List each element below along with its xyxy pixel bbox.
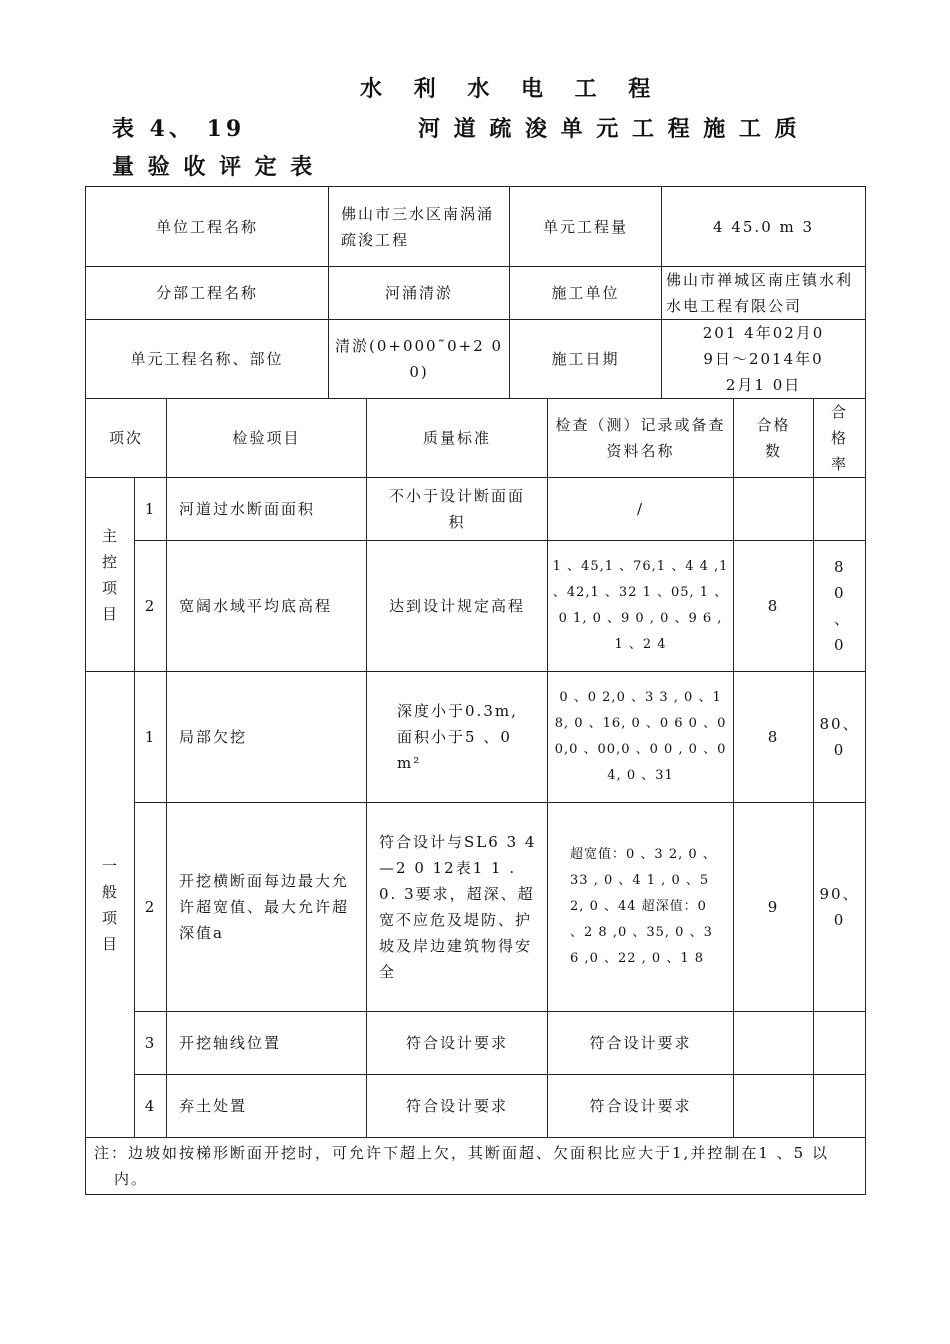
date-label: 施工日期 [510,320,662,399]
record: 符合设计要求 [548,1012,734,1075]
form-title: 河 道 疏 浚 单 元 工 程 施 工 质 [418,116,800,142]
quality-standard: 深度小于0.3m,面积小于5 、0 m² [367,672,548,803]
pass-rate [814,478,866,541]
unit-project-label: 单位工程名称 [86,187,329,267]
record: 超宽值：0 、3 2, 0 、33 , 0 、4 1 , 0 、5 2, 0 、44 超深值：0 、2 8 ,0 、35, 0 、3 6 ,0 、22 , 0 、1 8 [548,803,734,1012]
row-no: 3 [135,1012,167,1075]
element-name-label: 单元工程名称、部位 [86,320,329,399]
row-no: 1 [135,478,167,541]
table-row [86,478,866,541]
contractor-label: 施工单位 [510,267,662,320]
col-item-no: 项次 [86,399,167,478]
table-row [86,541,866,672]
inspect-item: 宽阔水域平均底高程 [167,541,367,672]
pass-rate: 8 0 、0 [814,541,866,672]
table-number: 表 4、 19 [112,116,246,142]
col-pass-rate: 合格率 [814,399,866,478]
record: 1 、45,1 、76,1 、4 4 ,1 、42,1 、32 1 、05, 1 、0 1, 0 、9 0 , 0 、9 6 , 1 、2 4 [548,541,734,672]
pass-count: 9 [734,803,814,1012]
pass-rate [814,1075,866,1138]
inspect-item: 局部欠挖 [167,672,367,803]
date-value: 201 4年02月0 9日～2014年02月1 0日 [662,320,866,399]
col-pass-count: 合格数 [734,399,814,478]
general-group-label: 一般项目 [86,672,135,1138]
pass-count: 8 [734,541,814,672]
row-no: 4 [135,1075,167,1138]
element-qty-label: 单元工程量 [510,187,662,267]
quality-standard: 符合设计与SL6 3 4—2 0 12表1 1 . 0. 3要求，超深、超宽不应危及堤防、护坡及岸边建筑物得安全 [367,803,548,1012]
table-row [86,672,866,803]
pass-count [734,1012,814,1075]
inspect-item: 河道过水断面面积 [167,478,367,541]
inspect-item: 弃土处置 [167,1075,367,1138]
record: 符合设计要求 [548,1075,734,1138]
inspect-item: 开挖轴线位置 [167,1012,367,1075]
pass-rate: 90、0 [814,803,866,1012]
pass-count [734,478,814,541]
document-heading: 水 利 水 电 工 程 [360,76,663,102]
row-no: 2 [135,541,167,672]
pass-rate: 80、0 [814,672,866,803]
pass-count: 8 [734,672,814,803]
quality-standard: 符合设计要求 [367,1012,548,1075]
table-row [86,1012,866,1075]
quality-standard: 不小于设计断面面积 [367,478,548,541]
row-no: 1 [135,672,167,803]
record: 0 、0 2,0 、3 3 , 0 、1 8, 0 、16, 0 、0 6 0 、00,0 、00,0 、0 0 , 0 、04, 0 、31 [548,672,734,803]
main-group-label: 主控项目 [86,478,135,672]
quality-standard: 达到设计规定高程 [367,541,548,672]
contractor-value: 佛山市禅城区南庄镇水利水电工程有限公司 [662,267,866,320]
form-title-cont: 量 验 收 评 定 表 [112,154,316,180]
row-no: 2 [135,803,167,1012]
table-row [86,1075,866,1138]
quality-standard: 符合设计要求 [367,1075,548,1138]
pass-rate [814,1012,866,1075]
col-quality-standard: 质量标准 [367,399,548,478]
table-row [86,803,866,1012]
col-record: 检查（测）记录或备查资料名称 [548,399,734,478]
col-inspect-item: 检验项目 [167,399,367,478]
part-project-value: 河涌清淤 [329,267,510,320]
part-project-label: 分部工程名称 [86,267,329,320]
pass-count [734,1075,814,1138]
unit-project-value: 佛山市三水区南涡涌疏浚工程 [329,187,510,267]
element-name-value: 清淤(0+000˜0+2 00) [329,320,510,399]
inspect-item: 开挖横断面每边最大允许超宽值、最大允许超深值a [167,803,367,1012]
record: / [548,478,734,541]
footnote: 注：边坡如按梯形断面开挖时，可允许下超上欠，其断面超、欠面积比应大于1,并控制在1 、5 以内。 [86,1138,866,1195]
quality-evaluation-table [85,186,866,1195]
element-qty-value: 4 45.0 m 3 [662,187,866,267]
